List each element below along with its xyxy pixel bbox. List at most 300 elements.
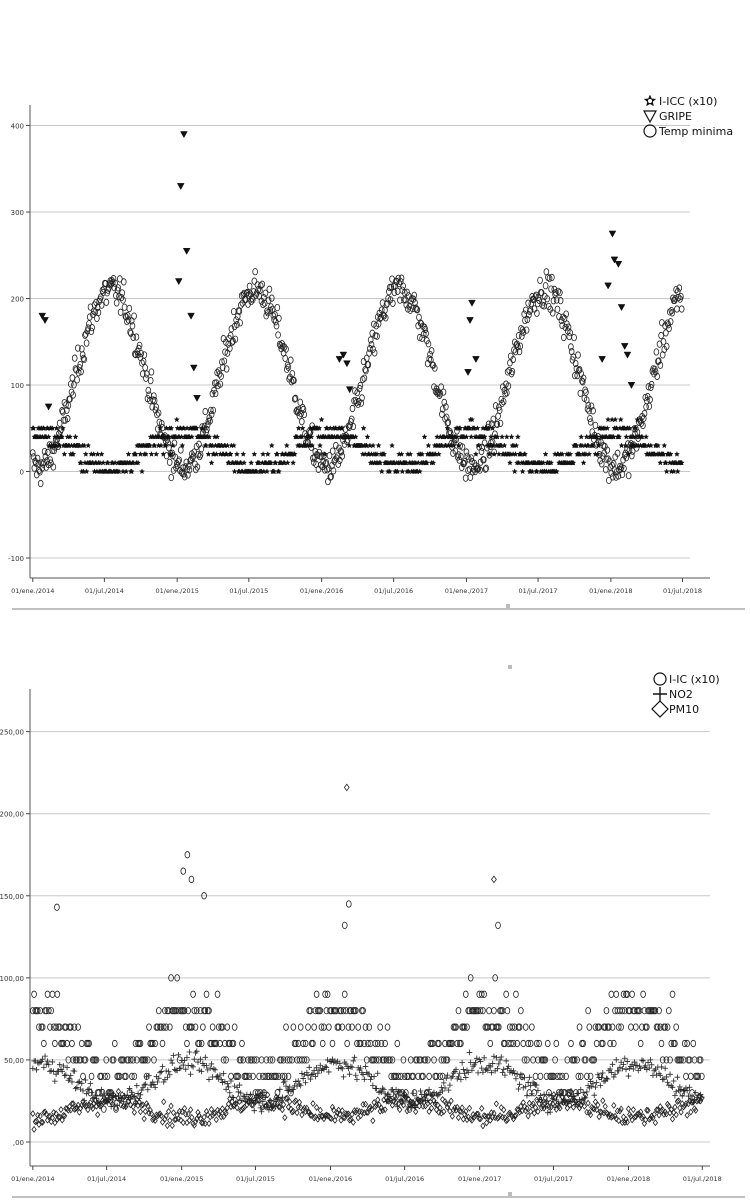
legend-marker-diamond xyxy=(652,701,668,717)
data-point xyxy=(500,1070,506,1076)
data-point xyxy=(573,1090,578,1096)
data-point xyxy=(688,1073,693,1079)
data-point xyxy=(610,1024,615,1030)
data-point xyxy=(231,1040,236,1046)
data-point xyxy=(463,1075,469,1081)
data-point xyxy=(193,1024,198,1030)
data-point xyxy=(183,248,190,254)
data-point xyxy=(350,1058,356,1064)
data-point xyxy=(145,1087,151,1093)
data-point xyxy=(72,355,77,361)
data-point xyxy=(143,364,148,370)
data-point xyxy=(664,469,669,474)
legend-marker-star-center xyxy=(648,99,652,103)
data-point xyxy=(188,313,195,319)
data-point xyxy=(543,452,548,457)
data-point xyxy=(141,1082,147,1088)
data-point xyxy=(150,1079,156,1085)
data-point xyxy=(40,1024,45,1030)
x-tick-label: 01/jul./2014 xyxy=(87,1175,127,1183)
resize-handle[interactable] xyxy=(506,604,510,608)
data-point xyxy=(514,991,519,997)
data-point xyxy=(617,1065,623,1071)
data-point xyxy=(613,1057,619,1063)
data-point xyxy=(504,991,509,997)
data-point xyxy=(362,375,367,381)
data-point xyxy=(643,1024,648,1030)
data-point xyxy=(143,1081,149,1087)
data-point xyxy=(335,1024,340,1030)
data-point xyxy=(611,1040,616,1046)
data-point xyxy=(640,1058,646,1064)
x-tick-label: 01/jul./2018 xyxy=(662,587,702,595)
data-point xyxy=(99,452,104,457)
data-point xyxy=(641,991,646,997)
data-point xyxy=(306,1024,311,1030)
data-point xyxy=(213,1040,218,1046)
data-point xyxy=(333,1007,338,1013)
data-point xyxy=(492,876,497,882)
data-point xyxy=(284,1088,290,1094)
data-point xyxy=(426,443,431,448)
data-point xyxy=(73,1086,79,1092)
data-point xyxy=(371,1074,377,1080)
data-point xyxy=(633,1024,638,1030)
data-point xyxy=(572,334,577,340)
data-point xyxy=(639,1057,645,1063)
data-point xyxy=(626,1073,632,1079)
data-point xyxy=(114,300,119,306)
data-point xyxy=(149,452,154,457)
data-point xyxy=(494,1101,498,1107)
y-tick-label: 200 xyxy=(10,295,24,304)
data-point xyxy=(674,1112,678,1118)
data-point xyxy=(235,1073,240,1079)
data-point xyxy=(189,1107,193,1113)
data-point xyxy=(500,400,505,406)
data-point xyxy=(44,1061,50,1067)
data-point xyxy=(210,1024,215,1030)
data-point xyxy=(685,1112,689,1118)
x-tick-label: 01/ene./2016 xyxy=(299,587,344,595)
data-point xyxy=(383,1040,388,1046)
data-point xyxy=(441,389,446,395)
data-point xyxy=(134,334,139,340)
data-point xyxy=(168,1118,172,1124)
data-point xyxy=(436,1040,441,1046)
data-point xyxy=(311,1040,316,1046)
data-point xyxy=(577,1024,582,1030)
data-point xyxy=(598,1083,604,1089)
data-point xyxy=(98,1073,103,1079)
data-point xyxy=(198,1056,204,1062)
data-point xyxy=(516,1086,522,1092)
data-point xyxy=(441,1080,447,1086)
data-point xyxy=(174,417,179,422)
data-point xyxy=(265,452,270,457)
data-point xyxy=(555,306,560,312)
data-point xyxy=(488,1040,493,1046)
data-point xyxy=(480,1106,484,1112)
data-point xyxy=(314,991,319,997)
data-point xyxy=(191,1056,197,1062)
data-point xyxy=(286,1073,291,1079)
data-point xyxy=(151,1082,157,1088)
data-point xyxy=(496,1061,502,1067)
data-point xyxy=(659,1040,664,1046)
data-point xyxy=(307,1007,312,1013)
data-point xyxy=(253,269,258,275)
data-point xyxy=(137,1040,142,1046)
data-point xyxy=(624,352,631,358)
data-point xyxy=(134,1083,140,1089)
data-point xyxy=(368,1077,374,1083)
series-gripe xyxy=(39,131,635,410)
data-point xyxy=(53,1071,59,1077)
data-point xyxy=(330,448,335,454)
data-point xyxy=(445,1072,451,1078)
data-point xyxy=(154,1074,160,1080)
y-tick-label: 0 xyxy=(19,468,24,477)
data-point xyxy=(502,1107,506,1113)
data-point xyxy=(129,1090,135,1096)
data-point xyxy=(695,1073,700,1079)
data-point xyxy=(277,1086,283,1092)
data-point xyxy=(448,1075,454,1081)
data-point xyxy=(496,922,501,928)
data-point xyxy=(515,434,520,439)
data-point xyxy=(457,1070,463,1076)
data-point xyxy=(502,1072,508,1078)
y-tick-label: 400 xyxy=(10,122,24,131)
data-point xyxy=(185,1040,190,1046)
data-point xyxy=(127,305,132,311)
data-point xyxy=(118,309,123,315)
data-point xyxy=(509,434,514,439)
data-point xyxy=(345,1040,350,1046)
data-point xyxy=(203,408,208,414)
data-point xyxy=(120,290,125,296)
data-point xyxy=(288,357,293,363)
data-point xyxy=(352,1007,357,1013)
data-point xyxy=(459,1060,465,1066)
series-pm10 xyxy=(31,784,704,1132)
data-point xyxy=(354,1077,360,1083)
data-point xyxy=(283,1083,289,1089)
data-point xyxy=(52,1078,58,1084)
data-point xyxy=(410,1090,416,1096)
data-point xyxy=(630,991,635,997)
data-point xyxy=(220,1024,225,1030)
data-point xyxy=(461,1067,467,1073)
data-point xyxy=(275,304,280,310)
data-point xyxy=(70,1040,75,1046)
data-point xyxy=(584,389,589,395)
data-point xyxy=(347,1071,353,1077)
data-point xyxy=(180,1062,186,1068)
data-point xyxy=(675,306,680,312)
resize-handle[interactable] xyxy=(508,1192,512,1196)
data-point xyxy=(188,1071,194,1077)
data-point xyxy=(667,1072,673,1078)
data-point xyxy=(658,460,663,465)
data-point xyxy=(62,1073,68,1079)
data-point xyxy=(200,1024,205,1030)
data-point xyxy=(308,1076,314,1082)
data-point xyxy=(212,1067,218,1073)
data-point xyxy=(146,1073,152,1079)
data-point xyxy=(521,1040,526,1046)
data-point xyxy=(675,452,680,457)
data-point xyxy=(631,1107,635,1113)
data-point xyxy=(429,1040,434,1046)
data-point xyxy=(543,282,548,288)
data-point xyxy=(510,368,515,374)
data-point xyxy=(604,1007,609,1013)
data-point xyxy=(139,1087,145,1093)
data-point xyxy=(55,991,60,997)
data-point xyxy=(611,461,616,467)
data-point xyxy=(202,1055,208,1061)
data-point xyxy=(586,1007,591,1013)
data-point xyxy=(121,279,126,285)
data-point xyxy=(353,1072,359,1078)
data-point xyxy=(70,375,75,381)
data-point xyxy=(252,278,257,284)
data-point xyxy=(498,1054,504,1060)
data-point xyxy=(657,1007,662,1013)
resize-handle[interactable] xyxy=(508,665,512,669)
data-point xyxy=(48,1068,54,1074)
data-point xyxy=(518,1072,524,1078)
legend-marker-circle xyxy=(654,673,666,685)
data-point xyxy=(500,434,505,439)
data-point xyxy=(45,404,52,410)
data-point xyxy=(184,1055,190,1061)
data-point xyxy=(361,1077,367,1083)
data-point xyxy=(188,1024,193,1030)
data-point xyxy=(379,469,384,474)
data-point xyxy=(467,1050,473,1056)
data-point xyxy=(146,387,151,393)
data-point xyxy=(674,1024,679,1030)
data-point xyxy=(226,1084,232,1090)
data-point xyxy=(594,1040,599,1046)
chart-panel-top xyxy=(8,95,733,595)
data-point xyxy=(587,1024,592,1030)
data-point xyxy=(662,443,667,448)
data-point xyxy=(411,1073,416,1079)
data-point xyxy=(501,1066,507,1072)
data-point xyxy=(274,323,279,329)
data-point xyxy=(320,1040,325,1046)
data-point xyxy=(595,1072,601,1078)
data-point xyxy=(505,1007,510,1013)
data-point xyxy=(668,1083,674,1089)
data-point xyxy=(492,1007,497,1013)
data-point xyxy=(473,356,480,362)
data-point xyxy=(578,1087,584,1093)
data-point xyxy=(648,1057,654,1063)
legend-marker-plus xyxy=(653,687,667,701)
data-point xyxy=(89,1090,95,1096)
data-point xyxy=(160,1040,165,1046)
y-tick-label: 250,00 xyxy=(0,728,24,737)
data-point xyxy=(350,405,355,411)
data-point xyxy=(206,1077,212,1083)
legend-marker-circle xyxy=(644,125,656,137)
data-point xyxy=(569,1040,574,1046)
data-point xyxy=(142,1116,146,1122)
data-point xyxy=(564,1073,569,1079)
data-point xyxy=(508,460,513,465)
x-tick-label: 01/ene./2017 xyxy=(444,587,489,595)
data-point xyxy=(156,1007,161,1013)
data-point xyxy=(647,403,652,409)
data-point xyxy=(132,313,137,319)
data-point xyxy=(194,395,201,401)
data-point xyxy=(40,1056,46,1062)
legend-label: GRIPE xyxy=(659,110,692,123)
x-tick-label: 01/ene./2017 xyxy=(457,1175,502,1183)
data-point xyxy=(336,356,343,362)
legend xyxy=(652,673,720,717)
data-point xyxy=(206,452,211,457)
data-point xyxy=(86,1086,92,1092)
data-point xyxy=(142,352,147,358)
data-point xyxy=(95,1090,100,1096)
data-point xyxy=(99,1087,105,1093)
data-point xyxy=(527,1090,532,1096)
y-tick-label: 50,00 xyxy=(3,1056,24,1065)
data-point xyxy=(513,1076,519,1082)
data-point xyxy=(221,1071,227,1077)
data-point xyxy=(276,315,281,321)
data-point xyxy=(523,1084,529,1090)
data-point xyxy=(526,1113,530,1119)
y-tick-label: -100 xyxy=(8,555,24,563)
data-point xyxy=(344,361,351,367)
data-point xyxy=(426,1087,432,1093)
data-point xyxy=(116,1073,121,1079)
data-point xyxy=(356,1024,361,1030)
data-point xyxy=(475,1070,481,1076)
data-point xyxy=(599,356,606,362)
legend-label: PM10 xyxy=(669,703,700,716)
data-point xyxy=(138,1092,144,1098)
data-point xyxy=(85,1087,91,1093)
data-point xyxy=(629,1024,634,1030)
data-point xyxy=(525,1080,531,1086)
data-point xyxy=(674,286,679,292)
data-point xyxy=(300,1076,306,1082)
data-point xyxy=(376,443,381,448)
data-point xyxy=(375,1070,381,1076)
x-tick-label: 01/jul./2017 xyxy=(533,1175,573,1183)
data-point xyxy=(378,1024,383,1030)
data-point xyxy=(299,1071,305,1077)
data-point xyxy=(31,1111,35,1117)
data-point xyxy=(659,1064,665,1070)
data-point xyxy=(55,904,60,910)
data-point xyxy=(619,443,624,448)
data-point xyxy=(515,1040,520,1046)
data-point xyxy=(65,1040,70,1046)
data-point xyxy=(503,1058,509,1064)
data-point xyxy=(514,1071,520,1077)
data-point xyxy=(32,991,37,997)
data-point xyxy=(535,1088,541,1094)
data-point xyxy=(172,1067,178,1073)
data-point xyxy=(171,1053,177,1059)
data-point xyxy=(74,1085,80,1091)
data-point xyxy=(512,469,517,474)
y-tick-label: 100 xyxy=(10,382,24,391)
data-point xyxy=(520,1085,526,1091)
data-point xyxy=(524,1093,530,1099)
data-point xyxy=(605,283,612,289)
data-point xyxy=(501,1040,506,1046)
data-point xyxy=(62,1024,67,1030)
data-point xyxy=(305,1073,311,1079)
data-point xyxy=(190,365,197,371)
data-point xyxy=(495,1024,500,1030)
data-point xyxy=(684,1073,689,1079)
data-point xyxy=(189,1063,195,1069)
data-point xyxy=(215,1073,221,1079)
data-point xyxy=(306,1065,312,1071)
data-point xyxy=(422,434,427,439)
data-point xyxy=(427,1073,432,1079)
data-point xyxy=(507,1069,513,1075)
data-point xyxy=(232,469,237,474)
data-point xyxy=(317,1007,322,1013)
data-point xyxy=(185,852,190,858)
data-point xyxy=(42,317,49,323)
data-point xyxy=(311,1068,317,1074)
data-point xyxy=(603,1104,607,1110)
data-point xyxy=(204,991,209,997)
data-point xyxy=(236,1089,242,1095)
data-point xyxy=(615,261,622,267)
data-point xyxy=(287,1084,293,1090)
data-point xyxy=(368,337,373,343)
data-point xyxy=(361,1007,366,1013)
data-point xyxy=(291,1024,296,1030)
data-point xyxy=(504,434,509,439)
data-point xyxy=(336,1065,342,1071)
data-point xyxy=(365,434,370,439)
data-point xyxy=(79,1040,84,1046)
data-point xyxy=(46,1062,52,1068)
data-point xyxy=(576,352,581,358)
data-point xyxy=(621,343,628,349)
data-point xyxy=(631,1066,637,1072)
data-point xyxy=(83,1077,89,1083)
data-point xyxy=(167,1072,173,1078)
data-point xyxy=(342,922,347,928)
data-point xyxy=(634,1063,640,1069)
data-point xyxy=(621,1114,625,1120)
data-point xyxy=(439,1085,445,1091)
data-point xyxy=(338,1065,344,1071)
data-point xyxy=(347,443,352,448)
data-point xyxy=(601,1098,605,1104)
data-point xyxy=(418,1088,424,1094)
data-point xyxy=(589,1084,595,1090)
data-point xyxy=(138,1109,142,1115)
data-point xyxy=(363,1064,369,1070)
